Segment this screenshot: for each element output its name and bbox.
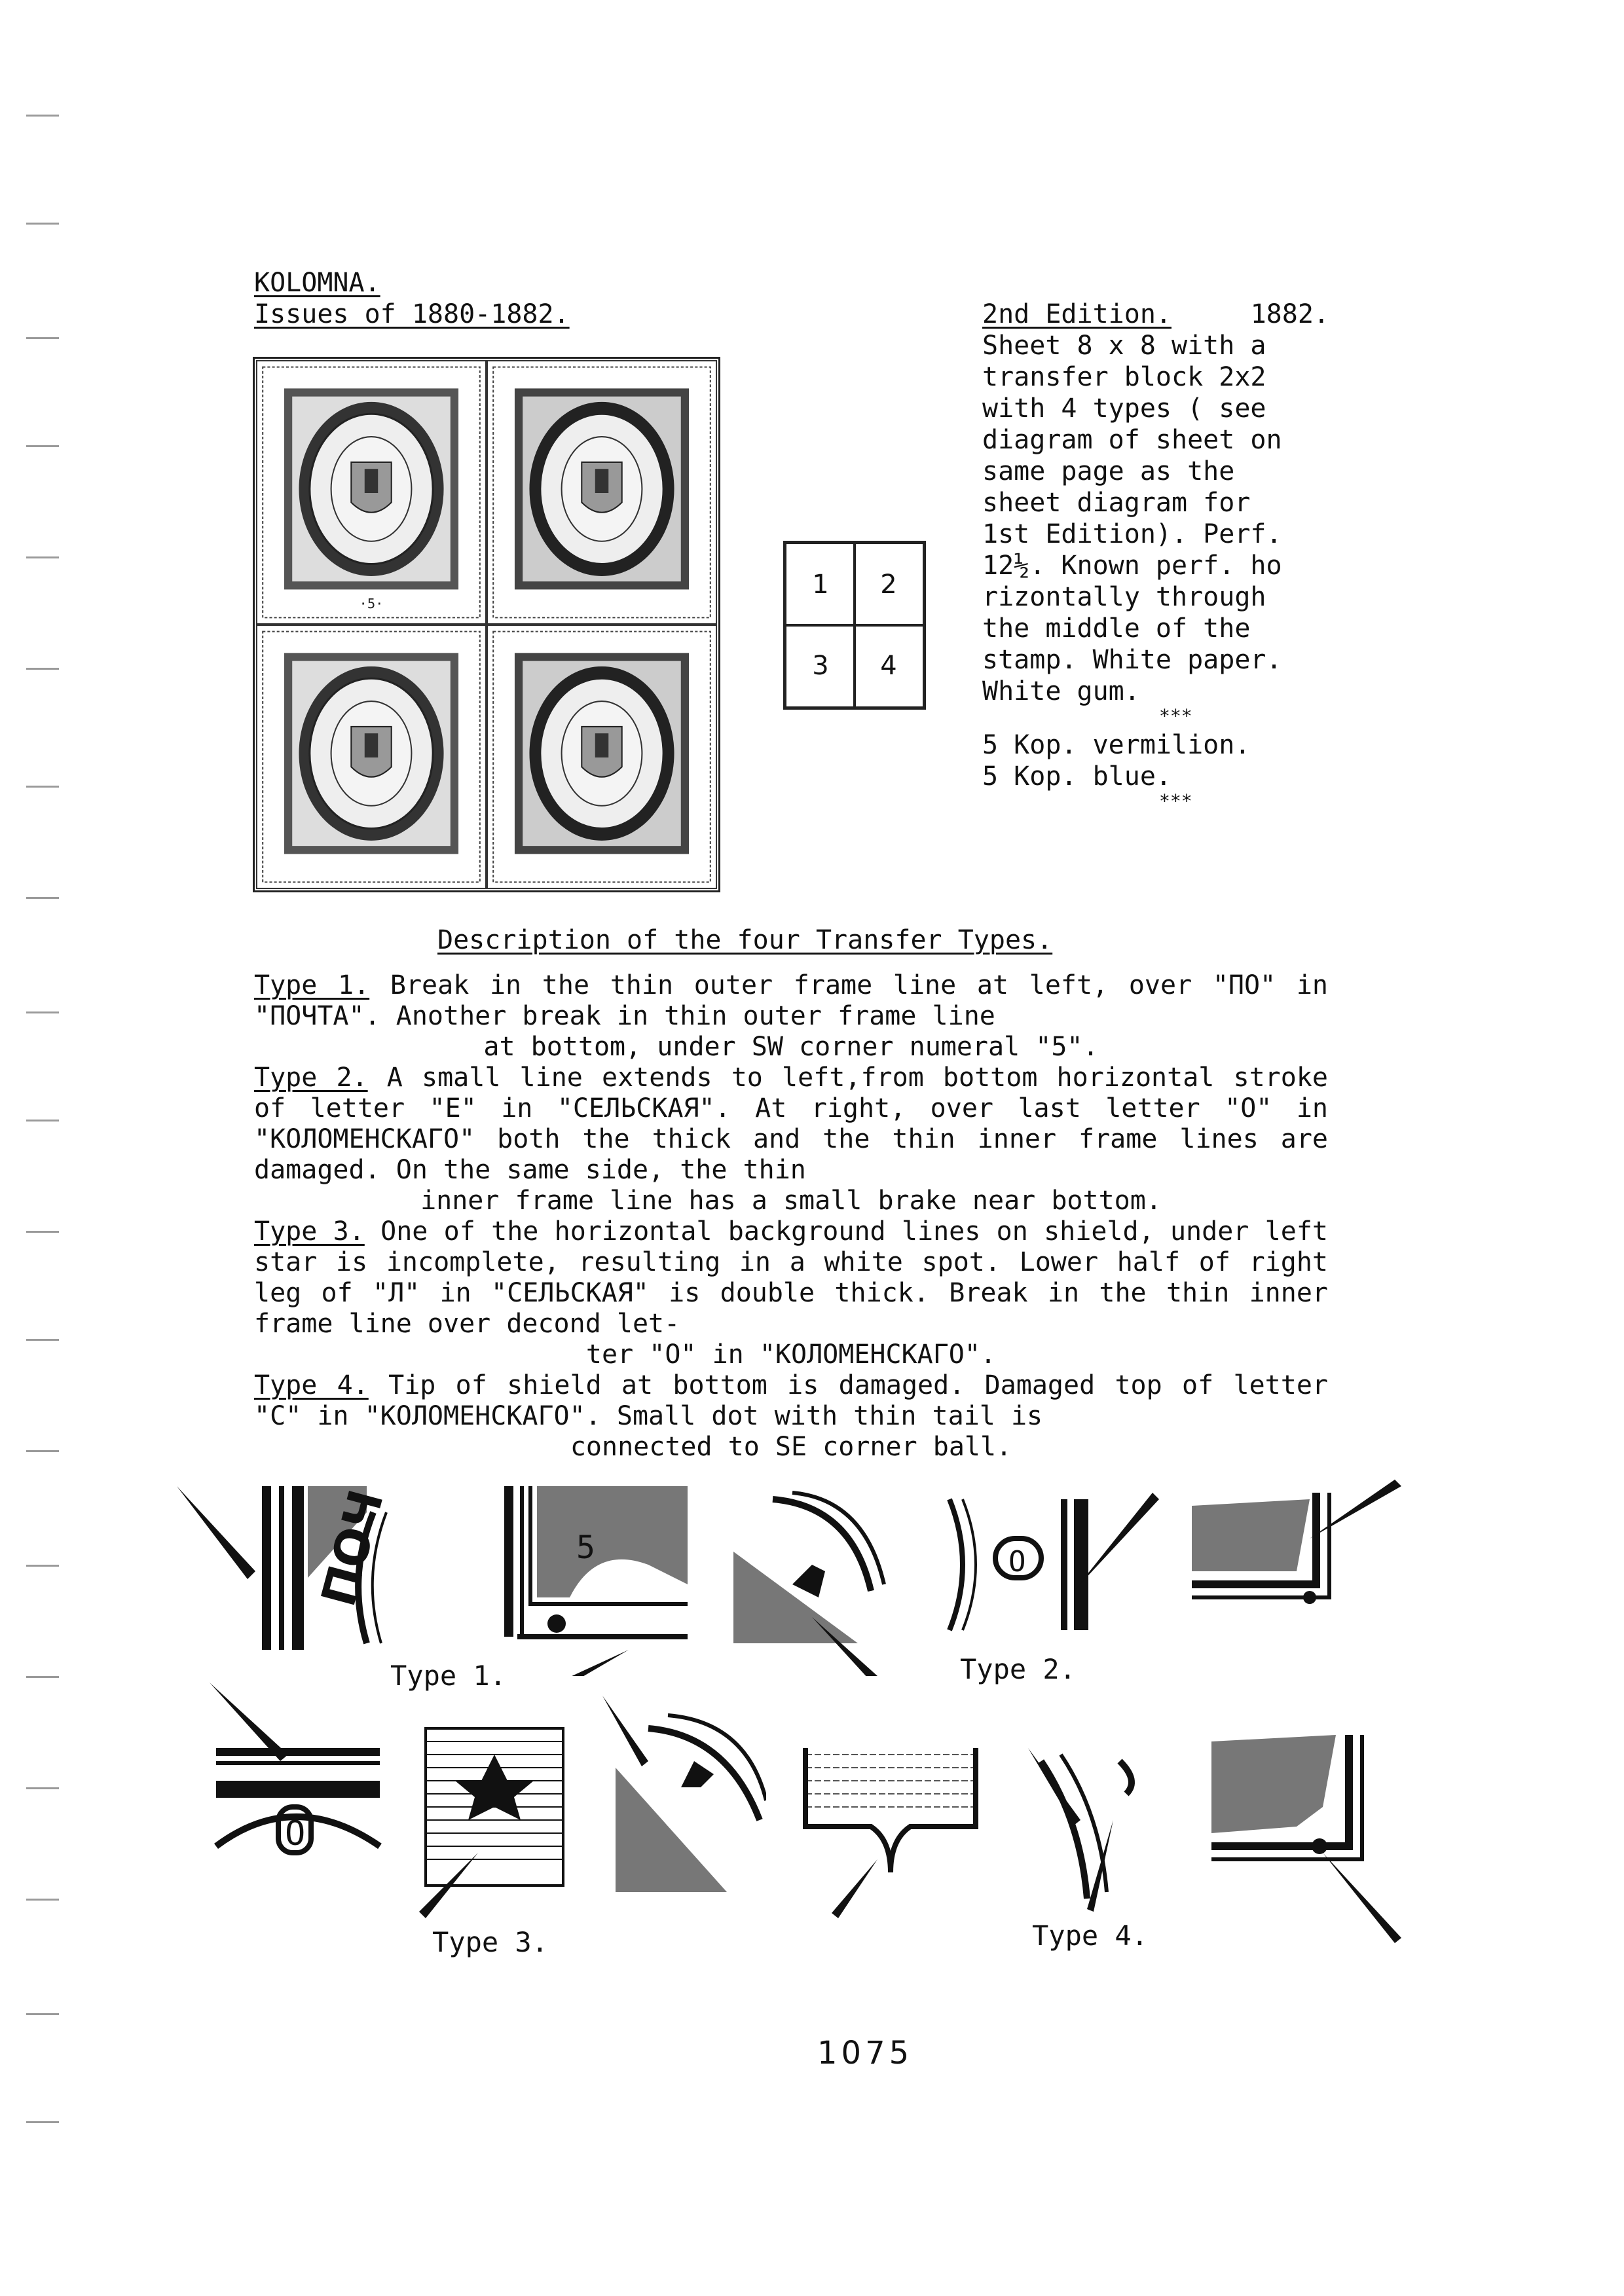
edition-line: sheet diagram for <box>982 488 1251 518</box>
diagram-cell-3: 3 <box>785 624 856 708</box>
edition-line: with 4 types ( see <box>982 393 1266 424</box>
edition-year: 1882. <box>1250 299 1329 329</box>
type-descriptions <box>254 970 1328 1463</box>
type-4-caption: Type 4. <box>1032 1920 1149 1952</box>
diagram-cell-2: 2 <box>853 543 924 627</box>
type-label: Type 2. <box>254 1063 368 1093</box>
type-4-detail-shield <box>792 1741 989 1938</box>
edition-title: 2nd Edition. <box>982 299 1172 329</box>
edition-line: 12½. Known perf. ho <box>982 551 1282 581</box>
diagram-cell-1: 1 <box>785 543 856 627</box>
diagram-cell-4: 4 <box>853 624 924 708</box>
stamp-type-2 <box>487 360 717 625</box>
type-1-detail-corner <box>498 1480 694 1676</box>
type-text-last: at bottom, under SW corner numeral "5". <box>483 1032 1099 1062</box>
type-2-detail-letter <box>720 1486 891 1676</box>
edition-line: transfer block 2x2 <box>982 362 1266 392</box>
separator: *** <box>1159 705 1192 727</box>
type-4-description <box>254 1370 1328 1463</box>
edition-line: stamp. White paper. <box>982 645 1282 675</box>
svg-text:·5·: ·5· <box>359 596 384 612</box>
edition-line: Sheet 8 x 8 with a <box>982 331 1266 361</box>
value-blue: 5 Kop. blue. <box>982 761 1172 792</box>
edition-line: diagram of sheet on <box>982 425 1282 455</box>
description-heading: Description of the four Transfer Types. <box>437 925 1053 955</box>
stamp-block-image <box>253 357 720 892</box>
stamp-type-3 <box>256 625 487 889</box>
page-number: 1075 <box>817 2035 913 2071</box>
edition-line: White gum. <box>982 676 1140 706</box>
type-text-last: inner frame line has a small brake near bottom. <box>420 1186 1162 1216</box>
type-2-caption: Type 2. <box>960 1653 1077 1685</box>
glyph-o: O <box>1008 1545 1026 1578</box>
type-3-detail-o <box>196 1669 393 1912</box>
city-title: KOLOMNA. <box>254 268 380 298</box>
type-1-description <box>254 970 1328 1063</box>
glyph-poch: ПОЧ <box>310 1484 394 1613</box>
type-3-caption: Type 3. <box>432 1926 549 1958</box>
edition-line: 1st Edition). Perf. <box>982 519 1282 549</box>
glyph-5: 5 <box>576 1529 595 1566</box>
type-2-description <box>254 1063 1328 1216</box>
type-2-detail-o <box>943 1486 1159 1643</box>
stamp-type-4 <box>487 625 717 889</box>
type-1-detail-poch <box>170 1473 445 1669</box>
value-vermilion: 5 Kop. vermilion. <box>982 730 1251 760</box>
type-label: Type 1. <box>254 970 370 1000</box>
type-1-caption: Type 1. <box>390 1660 507 1692</box>
type-3-description <box>254 1216 1328 1370</box>
type-text-last: connected to SE corner ball. <box>570 1432 1012 1462</box>
edition-line: same page as the <box>982 456 1235 486</box>
type-4-detail-letter <box>1022 1741 1166 1918</box>
type-text-last: ter "O" in "КОЛОМЕНСКАГО". <box>585 1339 997 1370</box>
type-2-detail-corner <box>1185 1473 1401 1630</box>
edition-line: rizontally through <box>982 582 1266 612</box>
type-3-detail-letter <box>596 1689 766 1899</box>
type-text: Break in the thin outer frame line at left, over "ПО" in "ПОЧТА". Another break in thin outer frame line <box>254 970 1328 1031</box>
type-label: Type 3. <box>254 1216 365 1247</box>
issues-subtitle: Issues of 1880-1882. <box>254 299 570 329</box>
type-3-detail-star <box>419 1722 576 1938</box>
separator: *** <box>1159 790 1192 812</box>
type-4-detail-corner <box>1205 1728 1401 1944</box>
transfer-block-diagram <box>783 541 926 710</box>
edition-info <box>982 299 1329 811</box>
type-text: Tip of shield at bottom is damaged. Damaged top of letter "C" in "КОЛОМЕНСКАГО". Small dot with thin tail is <box>254 1370 1328 1431</box>
glyph-o: O <box>285 1814 306 1853</box>
type-label: Type 4. <box>254 1370 369 1400</box>
stamp-type-1 <box>256 360 487 625</box>
type-text: One of the horizontal background lines on shield, under left star is incomplete, resulting in a white spot. Lower half of right leg of "Л" in "СЕЛЬСКАЯ" is double thick. Break in the thin inner frame line over decond let- <box>254 1216 1328 1339</box>
type-text: A small line extends to left,from bottom horizontal stroke of letter "E" in "СЕЛЬСКАЯ". At right, over last letter "O" in "КОЛОМЕНСКАГО" both the thick and the thin inner frame lines are damaged. On the same side, the thin <box>254 1063 1328 1185</box>
edition-line: the middle of the <box>982 613 1251 644</box>
